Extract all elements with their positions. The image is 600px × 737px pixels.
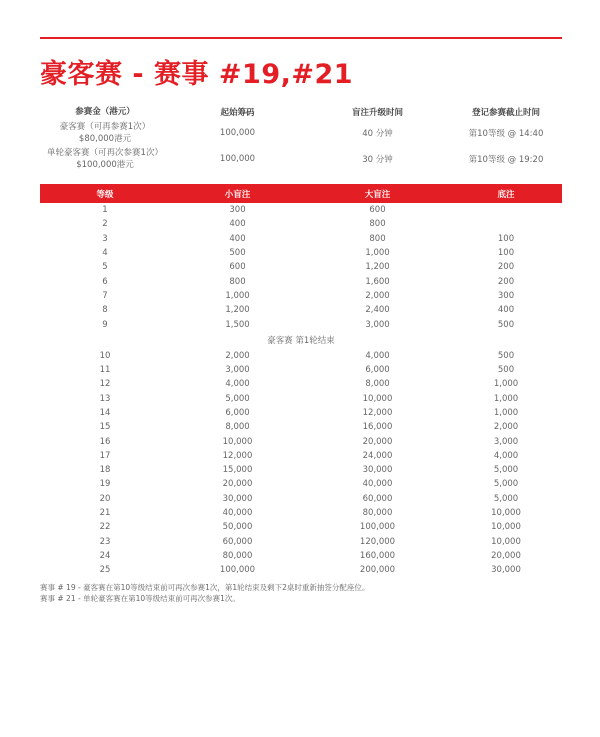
footnotes [40,583,562,604]
level-cell: 9 [102,319,108,330]
info-event-fee: $80,000港元 [78,134,132,144]
ante-cell: 10,000 [491,508,521,519]
ante-cell: 500 [497,365,515,376]
small-blind-cell: 30,000 [222,493,253,504]
table-row [40,420,562,434]
table-row [40,317,562,331]
level-cell: 5 [102,262,108,273]
big-blind-cell: 20,000 [362,436,393,447]
ante-cell: 10,000 [491,522,521,533]
ante-cell: 1,000 [493,408,519,418]
ante-cell: 5,000 [493,493,519,504]
level-cell: 18 [99,465,111,476]
level-cell: 20 [99,493,111,504]
small-blind-cell: 12,000 [222,450,253,461]
blind-structure-table [40,184,562,577]
ante-cell: 10,000 [491,536,521,547]
info-event-cell [40,121,170,146]
big-blind-cell: 100,000 [359,522,396,533]
level-cell: 3 [102,233,108,244]
big-blind-cell: 600 [369,205,386,216]
level-cell: 16 [99,436,111,447]
ante-cell: 5,000 [493,479,519,490]
table-row [40,392,562,406]
small-blind-cell: 15,000 [222,465,253,476]
level-cell: 7 [102,290,108,301]
level-cell: 19 [99,479,111,490]
info-event-fee: $100,000港元 [76,160,134,170]
info-chips-value: 100,000 [219,128,256,138]
small-blind-cell: 2,000 [225,350,250,361]
table-row [40,246,562,260]
small-blind-cell: 1,500 [225,319,250,330]
big-blind-cell: 16,000 [362,422,393,433]
level-cell: 17 [99,450,111,461]
level-cell: 2 [102,219,108,230]
ante-cell: 300 [497,290,515,301]
small-blind-cell: 40,000 [222,508,253,519]
table-row [40,506,562,520]
big-blind-cell: 160,000 [359,550,396,561]
info-row-high-roller [40,120,562,146]
info-header-chips: 起始筹码 [220,108,255,118]
ante-cell: 200 [497,276,515,287]
level-cell: 12 [99,379,111,390]
info-level-time-value: 30 分钟 [362,155,393,165]
small-blind-cell: 500 [229,248,246,259]
footnote-event-21: 赛事 # 21 - 单轮豪客赛在第10等级结束前可再次参赛1次。 [40,593,240,603]
small-blind-cell: 100,000 [219,565,256,576]
big-blind-cell: 2,400 [365,305,390,316]
big-blind-cell: 10,000 [362,393,393,404]
info-level-time-value: 40 分钟 [362,129,393,139]
big-blind-cell: 40,000 [362,479,393,490]
tournament-info-table [40,104,562,172]
level-cell: 15 [99,422,111,433]
table-row [40,260,562,274]
level-cell: 22 [99,522,111,533]
info-event-name: 豪客赛（可再参赛1次） [59,121,151,132]
big-blind-cell: 200,000 [359,565,396,576]
info-reg-close-value: 第10等级 @ 14:40 [468,129,544,139]
small-blind-cell: 50,000 [222,522,253,533]
blind-header-row [40,184,562,203]
big-blind-cell: 800 [369,233,386,244]
small-blind-cell: 60,000 [222,536,253,547]
big-blind-cell: 8,000 [365,379,390,390]
footnote-event-19: 赛事 # 19 - 豪客赛在第10等级结束前可再次参赛1次，第1轮结束及剩下2桌时重新抽签分配座位。 [40,583,370,592]
info-reg-close-value: 第10等级 @ 19:20 [468,155,544,165]
level-cell: 23 [99,536,111,547]
top-red-rule [40,37,562,39]
small-blind-cell: 1,000 [225,290,250,301]
ante-cell: 500 [497,319,515,330]
big-blind-cell: 4,000 [365,350,390,361]
info-event-cell [40,147,170,172]
table-row [40,520,562,534]
info-row-single-day [40,146,562,172]
ante-cell: 20,000 [491,550,521,561]
table-row [40,449,562,463]
level-cell: 6 [102,276,108,287]
small-blind-cell: 400 [229,219,246,230]
table-row [40,463,562,477]
ante-cell: 500 [497,350,515,361]
ante-cell: 100 [497,248,515,259]
table-row [40,377,562,391]
info-header-row [40,104,562,120]
ante-cell: 2,000 [493,422,519,433]
header-ante: 底注 [450,184,562,203]
big-blind-cell: 2,000 [365,290,390,301]
small-blind-cell: 10,000 [222,436,253,447]
info-header-reg-close: 登记参赛截止时间 [471,108,540,118]
ante-cell: 400 [497,305,515,316]
big-blind-cell: 1,000 [365,248,390,259]
big-blind-cell: 60,000 [362,493,393,504]
small-blind-cell: 80,000 [222,550,253,561]
header-big-blind: 大盲注 [305,184,450,203]
small-blind-cell: 300 [229,205,246,216]
table-row [40,477,562,491]
table-row [40,217,562,231]
small-blind-cell: 3,000 [225,365,250,376]
small-blind-cell: 800 [229,276,246,287]
small-blind-cell: 8,000 [225,422,250,433]
ante-cell: 3,000 [493,436,519,447]
blind-table-body [40,203,562,577]
ante-cell: 5,000 [493,465,519,476]
level-cell: 1 [102,205,108,216]
big-blind-cell: 3,000 [365,319,390,330]
small-blind-cell: 20,000 [222,479,253,490]
big-blind-cell: 80,000 [362,508,393,519]
big-blind-cell: 24,000 [362,450,393,461]
header-small-blind: 小盲注 [170,184,305,203]
table-row [40,406,562,420]
level-cell: 24 [99,550,111,561]
info-header-fee: 参赛金（港元） [75,106,135,117]
break-row [40,332,562,349]
page-title: 豪客赛 - 赛事 #19,#21 [40,59,354,90]
level-cell: 21 [99,508,111,519]
table-row [40,303,562,317]
level-cell: 14 [99,408,111,418]
break-label: 豪客赛 第1轮结束 [267,336,335,347]
small-blind-cell: 5,000 [225,393,250,404]
ante-cell: 200 [497,262,515,273]
ante-cell: 100 [497,233,515,244]
small-blind-cell: 4,000 [225,379,250,390]
big-blind-cell: 6,000 [365,365,390,376]
table-row [40,492,562,506]
level-cell: 8 [102,305,108,316]
table-row [40,274,562,288]
info-header-level-time: 盲注升级时间 [351,108,403,118]
big-blind-cell: 12,000 [362,408,393,418]
level-cell: 4 [102,248,108,259]
small-blind-cell: 400 [229,233,246,244]
table-row [40,434,562,448]
small-blind-cell: 1,200 [225,305,250,316]
small-blind-cell: 600 [229,262,246,273]
level-cell: 13 [99,393,111,404]
table-row [40,232,562,246]
ante-cell: 30,000 [491,565,521,576]
table-row [40,549,562,563]
big-blind-cell: 800 [369,219,386,230]
info-event-name: 单轮豪客赛（可再次参赛1次） [47,147,163,158]
table-row [40,203,562,217]
level-cell: 25 [99,565,111,576]
ante-cell: 1,000 [493,393,519,404]
level-cell: 11 [99,365,111,376]
table-row [40,535,562,549]
table-row [40,363,562,377]
ante-cell: 1,000 [493,379,519,390]
big-blind-cell: 1,600 [365,276,390,287]
table-row [40,349,562,363]
ante-cell [450,203,562,217]
level-cell: 10 [99,350,111,361]
info-chips-value: 100,000 [219,154,256,164]
ante-cell: 4,000 [493,450,519,461]
table-row [40,289,562,303]
small-blind-cell: 6,000 [225,408,250,418]
big-blind-cell: 120,000 [359,536,396,547]
ante-cell [450,217,562,231]
big-blind-cell: 1,200 [365,262,390,273]
table-row [40,563,562,577]
header-level: 等级 [40,184,170,203]
big-blind-cell: 30,000 [362,465,393,476]
